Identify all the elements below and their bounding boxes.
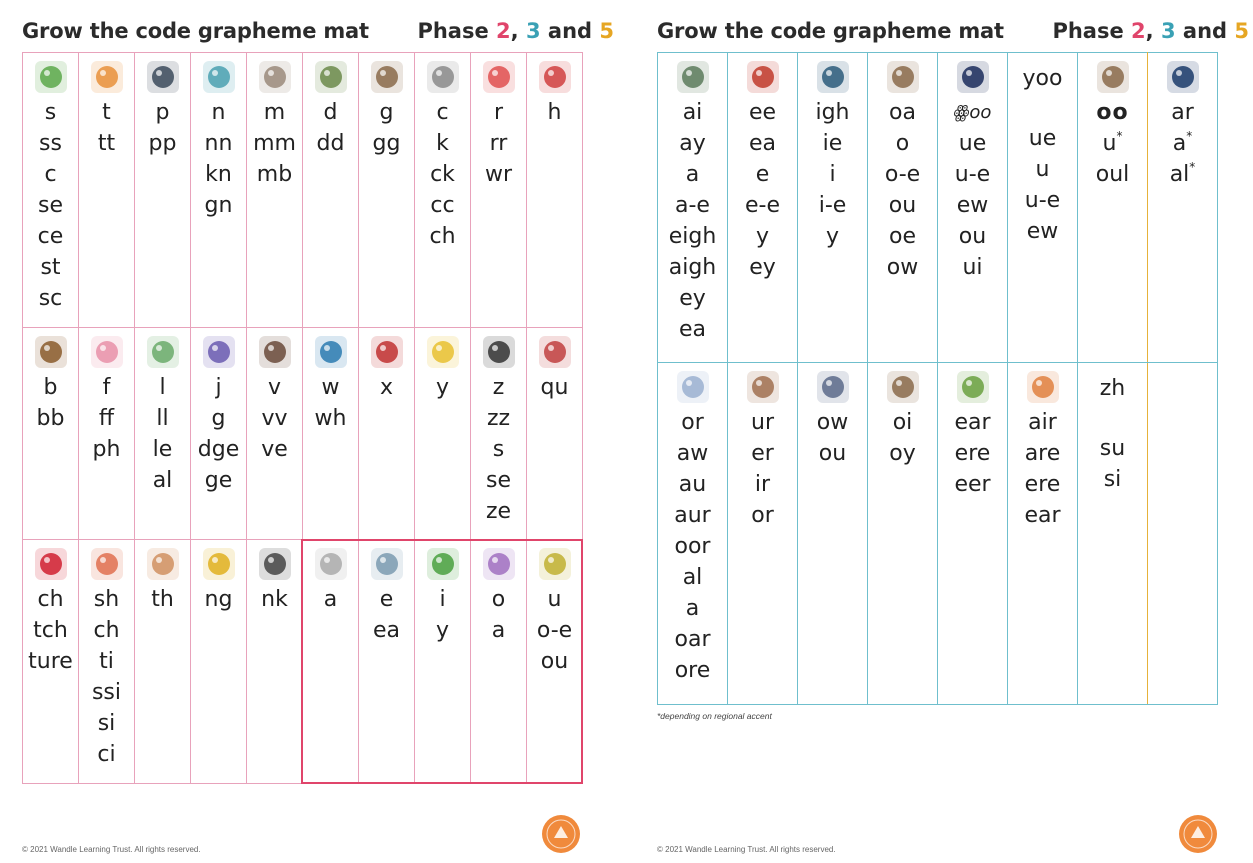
- grapheme-cell: [359, 53, 415, 328]
- snail-tree-icon: [674, 59, 712, 95]
- grapheme: u: [1035, 157, 1050, 182]
- grapheme: ere: [1024, 472, 1061, 497]
- grapheme: sc: [38, 286, 63, 311]
- jeep-icon: [744, 59, 782, 95]
- grapheme-cell: [938, 53, 1008, 363]
- grapheme: nk: [261, 587, 288, 612]
- grapheme: ur: [751, 410, 774, 435]
- grapheme: tch: [33, 618, 68, 643]
- grapheme-cell: [303, 328, 359, 540]
- grapheme: su: [1099, 436, 1126, 461]
- grapheme-cell: [527, 53, 583, 328]
- letters-and-sounds-logo: [541, 814, 581, 854]
- skunk-icon: [256, 546, 294, 582]
- grapheme: sh: [93, 587, 120, 612]
- grapheme: th: [151, 587, 174, 612]
- grapheme: o: [491, 587, 506, 612]
- grapheme: qu: [540, 375, 569, 400]
- grapheme: y: [825, 224, 840, 249]
- grapheme: a-e: [675, 193, 710, 218]
- grapheme: gg: [372, 131, 401, 156]
- grapheme: u*: [1102, 129, 1123, 156]
- grapheme: ch: [93, 618, 120, 643]
- x-box-icon: [368, 334, 406, 370]
- grapheme-cell: [191, 328, 247, 540]
- grapheme: st: [40, 255, 61, 280]
- flamingo-icon: [88, 334, 126, 370]
- grapheme: u-e: [1024, 188, 1061, 213]
- grapheme-cell: [527, 540, 583, 784]
- grapheme: c: [44, 162, 57, 187]
- left-copyright: © 2021 Wandle Learning Trust. All rights reserved.: [22, 845, 201, 854]
- right-row-1: [658, 53, 1218, 363]
- left-header: [22, 14, 614, 48]
- net-icon: [200, 59, 238, 95]
- grapheme: l: [159, 375, 166, 400]
- grapheme: aw: [676, 441, 709, 466]
- grapheme: ck: [430, 162, 455, 187]
- grapheme: z: [492, 375, 505, 400]
- grapheme-cell: [79, 540, 135, 784]
- grapheme-cell: [359, 328, 415, 540]
- grapheme: y: [435, 375, 450, 400]
- penguin-icon: [144, 59, 182, 95]
- right-phase-heading: Phase 2, 3 and 5: [1052, 19, 1249, 43]
- grapheme: ve: [261, 437, 288, 462]
- bear-icon: [32, 334, 70, 370]
- grapheme: oar: [674, 627, 711, 652]
- grapheme: a: [685, 162, 700, 187]
- grapheme: ew: [956, 193, 989, 218]
- book-stand-icon: [1094, 59, 1132, 95]
- rabbit-icon: [954, 369, 992, 405]
- grapheme-cell: [415, 328, 471, 540]
- grapheme: si: [97, 711, 116, 736]
- grapheme: ci: [97, 742, 116, 767]
- grapheme: x: [379, 375, 394, 400]
- grapheme-cell: [1148, 363, 1218, 705]
- grapheme-cell: [191, 53, 247, 328]
- grapheme: le: [152, 437, 173, 462]
- right-page: [653, 0, 1253, 863]
- grapheme-cell: [135, 53, 191, 328]
- grapheme-cell: [471, 53, 527, 328]
- grapheme: or: [681, 410, 704, 435]
- lighthouse-icon: [814, 59, 852, 95]
- grapheme: j: [215, 375, 222, 400]
- grapheme: ss: [39, 131, 62, 156]
- grapheme-cell: [135, 328, 191, 540]
- grapheme: a: [685, 596, 700, 621]
- grapheme-cell: [1078, 363, 1148, 705]
- grapheme: e-e: [744, 193, 780, 218]
- grapheme: ture: [28, 649, 73, 674]
- grapheme: u: [547, 587, 562, 612]
- grapheme-cell: [471, 328, 527, 540]
- grapheme: f: [102, 375, 111, 400]
- grapheme: ou: [888, 193, 917, 218]
- grapheme-cell: [658, 363, 728, 705]
- cell-bold-grapheme: oo: [1096, 100, 1129, 125]
- grapheme: ea: [678, 317, 707, 342]
- cherries-icon: [32, 546, 70, 582]
- ring-icon: [200, 546, 238, 582]
- shell-icon: [88, 546, 126, 582]
- grapheme: aigh: [668, 255, 717, 280]
- balloon-icon: [1024, 369, 1062, 405]
- left-phase-heading: Phase 2, 3 and 5: [417, 19, 614, 43]
- grapheme-cell: [728, 363, 798, 705]
- grapheme: ff: [98, 406, 115, 431]
- grapheme-cell: [359, 540, 415, 784]
- left-title: Grow the code grapheme mat: [22, 19, 369, 43]
- grapheme-cell: [135, 540, 191, 784]
- rainbow-icon: [480, 59, 518, 95]
- grapheme-cell: [23, 53, 79, 328]
- grapheme: eigh: [668, 224, 717, 249]
- astronaut-icon: [312, 546, 350, 582]
- grapheme: ai: [682, 100, 703, 125]
- grapheme: a: [323, 587, 338, 612]
- grapheme-cell: [1148, 53, 1218, 363]
- mouse-icon: [256, 59, 294, 95]
- grapheme: ti: [99, 649, 114, 674]
- dog-icon: [744, 369, 782, 405]
- grapheme: ui: [962, 255, 983, 280]
- grapheme: a*: [1172, 129, 1193, 156]
- grapheme: r: [493, 100, 504, 125]
- grapheme: ng: [204, 587, 233, 612]
- grapheme: s: [492, 437, 505, 462]
- grapheme: er: [751, 441, 774, 466]
- grapheme-cell: [247, 53, 303, 328]
- grapheme: o-e: [536, 618, 573, 643]
- grapheme: ou: [540, 649, 569, 674]
- cell-heading: yoo: [1022, 66, 1063, 91]
- grapheme-cell: [1078, 53, 1148, 363]
- grapheme: y: [435, 618, 450, 643]
- grapheme-cell: [415, 53, 471, 328]
- grapheme-cell: [303, 53, 359, 328]
- grapheme: ear: [1024, 503, 1061, 528]
- tiger-icon: [88, 59, 126, 95]
- snake-icon: [32, 59, 70, 95]
- grapheme: air: [1028, 410, 1057, 435]
- grapheme-cell: [798, 363, 868, 705]
- grapheme: dd: [316, 131, 345, 156]
- grapheme-cell: [471, 540, 527, 784]
- grapheme: ea: [748, 131, 777, 156]
- grapheme: se: [486, 468, 511, 493]
- grapheme: ge: [204, 468, 233, 493]
- left-row-3: [23, 540, 583, 784]
- grapheme: zz: [486, 406, 511, 431]
- right-title: Grow the code grapheme mat: [657, 19, 1004, 43]
- goat-icon: [368, 59, 406, 95]
- grapheme: se: [38, 193, 63, 218]
- right-copyright: © 2021 Wandle Learning Trust. All rights reserved.: [657, 845, 836, 854]
- grapheme: al: [682, 565, 703, 590]
- grapheme: dge: [197, 437, 240, 462]
- grapheme: ew: [1026, 219, 1059, 244]
- left-page: [18, 0, 618, 863]
- grapheme: eer: [954, 472, 991, 497]
- grapheme: ue: [958, 131, 987, 156]
- unicorn-icon: [674, 369, 712, 405]
- grapheme-cell: [247, 540, 303, 784]
- regional-accent-asterisk: *: [1116, 129, 1123, 143]
- grapheme: pp: [148, 131, 177, 156]
- grapheme: t: [102, 100, 111, 125]
- grapheme: bb: [36, 406, 65, 431]
- grapheme: nn: [204, 131, 233, 156]
- grapheme: ey: [749, 255, 776, 280]
- grapheme: i: [439, 587, 446, 612]
- octopus-icon: [480, 546, 518, 582]
- cell-heading: zh: [1099, 376, 1126, 401]
- regional-accent-asterisk: *: [1186, 129, 1193, 143]
- grapheme: oe: [889, 224, 916, 249]
- grapheme: cc: [430, 193, 455, 218]
- grapheme: tt: [97, 131, 116, 156]
- grapheme: wr: [484, 162, 513, 187]
- grapheme: al: [152, 468, 173, 493]
- grapheme-cell: [868, 53, 938, 363]
- grapheme: h: [547, 100, 562, 125]
- regional-accent-footnote: *depending on regional accent: [657, 711, 772, 721]
- grapheme: g: [379, 100, 394, 125]
- grapheme-cell: [527, 328, 583, 540]
- grapheme: m: [263, 100, 286, 125]
- grapheme-cell: [728, 53, 798, 363]
- left-row-2: [23, 328, 583, 540]
- grapheme: ey: [679, 286, 706, 311]
- jack-in-box-icon: [200, 334, 238, 370]
- grapheme: kn: [205, 162, 232, 187]
- grapheme: w: [321, 375, 340, 400]
- grapheme: ay: [679, 131, 706, 156]
- helicopter-icon: [536, 59, 574, 95]
- grapheme: au: [678, 472, 707, 497]
- iguana-icon: [424, 546, 462, 582]
- goat-boat-icon: [884, 59, 922, 95]
- right-header: [657, 14, 1249, 48]
- grapheme: oul: [1095, 162, 1130, 187]
- umbrella-icon: [536, 546, 574, 582]
- grapheme: k: [436, 131, 449, 156]
- grapheme: o-e: [884, 162, 921, 187]
- grapheme: ir: [754, 472, 771, 497]
- grapheme: ze: [485, 499, 512, 524]
- grapheme: y: [755, 224, 770, 249]
- grapheme: rr: [489, 131, 508, 156]
- grapheme: p: [155, 100, 170, 125]
- grapheme: oy: [889, 441, 916, 466]
- grapheme: al*: [1169, 160, 1196, 187]
- grapheme: oor: [674, 534, 711, 559]
- grapheme: ssi: [91, 680, 122, 705]
- grapheme: c: [436, 100, 449, 125]
- grapheme: vv: [261, 406, 288, 431]
- left-row-1: [23, 53, 583, 328]
- moon-icon: [954, 59, 992, 95]
- left-grapheme-grid: [22, 52, 583, 784]
- grapheme: ore: [674, 658, 711, 683]
- right-row-2: [658, 363, 1218, 705]
- grapheme: s: [44, 100, 57, 125]
- grapheme-cell: [23, 540, 79, 784]
- boys-icon: [884, 369, 922, 405]
- owl-icon: [814, 369, 852, 405]
- grapheme: oa: [889, 100, 916, 125]
- grapheme: ow: [816, 410, 849, 435]
- grapheme: ear: [954, 410, 991, 435]
- grapheme: ow: [886, 255, 919, 280]
- yo-yo-icon: [424, 334, 462, 370]
- grapheme: are: [1024, 441, 1061, 466]
- elephant-icon: [368, 546, 406, 582]
- grapheme-cell: [868, 363, 938, 705]
- right-grapheme-grid: [657, 52, 1218, 705]
- grapheme: ue: [1028, 126, 1057, 151]
- grapheme: si: [1103, 467, 1122, 492]
- grapheme: gn: [204, 193, 233, 218]
- grapheme: ph: [92, 437, 121, 462]
- grapheme: or: [751, 503, 774, 528]
- grapheme: ar: [1171, 100, 1194, 125]
- grapheme: g: [211, 406, 226, 431]
- grapheme: ou: [818, 441, 847, 466]
- grapheme: ee: [748, 100, 777, 125]
- grapheme: igh: [815, 100, 850, 125]
- grapheme-cell: [303, 540, 359, 784]
- zebra-icon: [480, 334, 518, 370]
- waves-icon: [312, 334, 350, 370]
- grapheme-cell: [1008, 363, 1078, 705]
- regional-accent-asterisk: *: [1189, 160, 1196, 174]
- grapheme: e: [379, 587, 394, 612]
- cat-icon: [424, 59, 462, 95]
- grapheme-cell: [415, 540, 471, 784]
- grapheme: i-e: [818, 193, 847, 218]
- grapheme: ere: [954, 441, 991, 466]
- grapheme-cell: [191, 540, 247, 784]
- letters-and-sounds-logo: [1178, 814, 1218, 854]
- grapheme: ll: [156, 406, 169, 431]
- grapheme-cell: [247, 328, 303, 540]
- grapheme-cell: [23, 328, 79, 540]
- grapheme: oi: [892, 410, 913, 435]
- grapheme: n: [211, 100, 226, 125]
- grapheme: u-e: [954, 162, 991, 187]
- grapheme: b: [43, 375, 58, 400]
- grapheme: a: [491, 618, 506, 643]
- grapheme-cell: [938, 363, 1008, 705]
- grapheme-cell: [798, 53, 868, 363]
- grapheme: d: [323, 100, 338, 125]
- grapheme: ou: [958, 224, 987, 249]
- grapheme-cell: [1008, 53, 1078, 363]
- grapheme: mm: [253, 131, 296, 156]
- grapheme-cell: [79, 53, 135, 328]
- lollipop-icon: [144, 334, 182, 370]
- grapheme: v: [267, 375, 282, 400]
- grapheme: i: [829, 162, 836, 187]
- duck-icon: [312, 59, 350, 95]
- grapheme-cell: [79, 328, 135, 540]
- grapheme: o: [895, 131, 910, 156]
- queen-icon: [536, 334, 574, 370]
- grapheme-cell: [658, 53, 728, 363]
- grapheme: aur: [674, 503, 711, 528]
- grapheme: ce: [37, 224, 64, 249]
- thumbs-up-icon: [144, 546, 182, 582]
- cell-mark: ꙮoo: [953, 102, 992, 123]
- grapheme: wh: [314, 406, 347, 431]
- grapheme: ch: [429, 224, 456, 249]
- grapheme: e: [755, 162, 770, 187]
- grapheme: mb: [256, 162, 293, 187]
- volcano-icon: [256, 334, 294, 370]
- star-night-icon: [1164, 59, 1202, 95]
- grapheme: ea: [372, 618, 401, 643]
- grapheme: ie: [822, 131, 843, 156]
- grapheme: ch: [37, 587, 64, 612]
